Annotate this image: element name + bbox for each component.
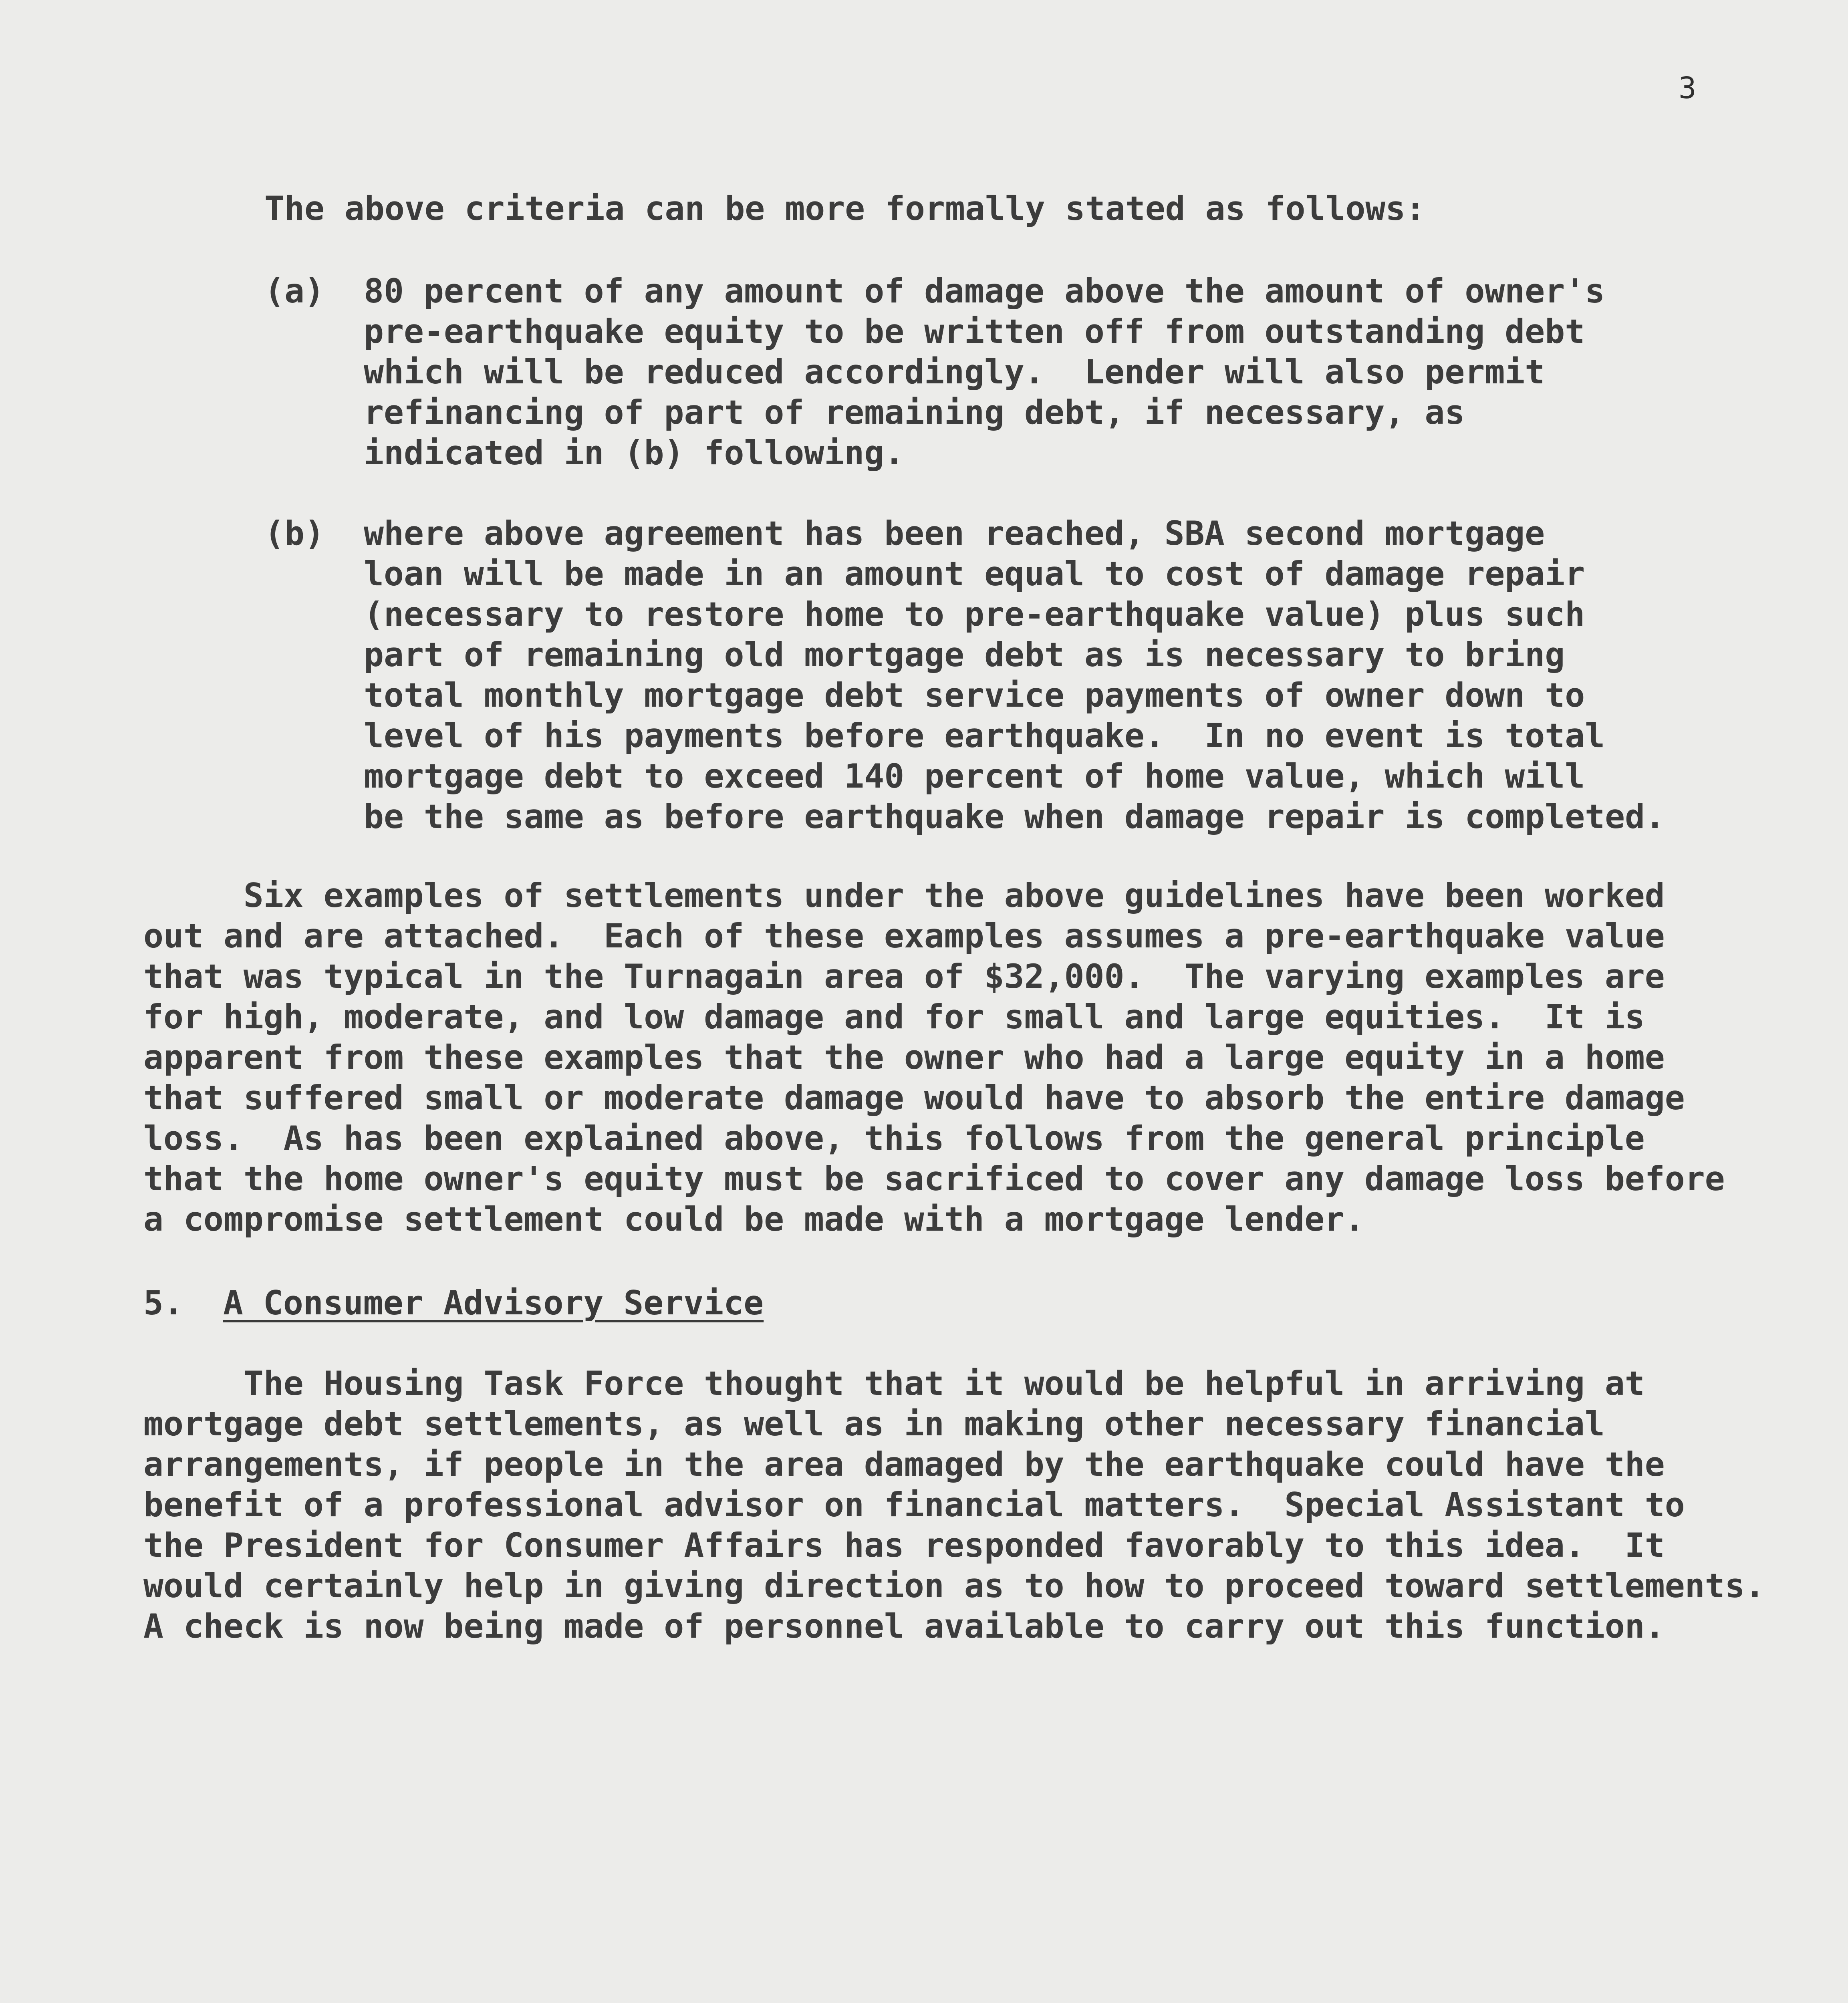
- section-number: 5.: [143, 1284, 183, 1322]
- paragraph-line: The Housing Task Force thought that it would be helpful in arriving at: [143, 1364, 1645, 1403]
- paragraph-line: for high, moderate, and low damage and for small and large equities. It is: [143, 997, 1645, 1036]
- paragraph-line: A check is now being made of personnel available to carry out this function.: [143, 1607, 1665, 1646]
- page-number: 3: [1679, 71, 1697, 105]
- paragraph-line: that suffered small or moderate damage would have to absorb the entire damage: [143, 1078, 1685, 1117]
- item-a-line: indicated in (b) following.: [364, 433, 905, 472]
- item-a-line: 80 percent of any amount of damage above the amount of owner's: [364, 272, 1605, 310]
- section-title: A Consumer Advisory Service: [223, 1284, 764, 1322]
- item-a-line: pre-earthquake equity to be written off from outstanding debt: [364, 312, 1585, 351]
- item-a-line: which will be reduced accordingly. Lender will also permit: [364, 353, 1545, 391]
- paragraph-line: that the home owner's equity must be sacrificed to cover any damage loss before: [143, 1159, 1725, 1198]
- paragraph-line: that was typical in the Turnagain area of $32,000. The varying examples are: [143, 957, 1665, 996]
- item-b-line: part of remaining old mortgage debt as is necessary to bring: [364, 635, 1565, 674]
- item-b-label: (b): [264, 514, 324, 553]
- paragraph-line: out and are attached. Each of these examples assumes a pre-earthquake value: [143, 917, 1665, 955]
- paragraph-line: would certainly help in giving direction as to how to proceed toward settlements.: [143, 1566, 1765, 1605]
- paragraph-line: a compromise settlement could be made with a mortgage lender.: [143, 1200, 1365, 1239]
- paragraph-line: the President for Consumer Affairs has responded favorably to this idea. It: [143, 1526, 1665, 1565]
- item-b-line: (necessary to restore home to pre-earthquake value) plus such: [364, 595, 1585, 634]
- paragraph-line: apparent from these examples that the owner who had a large equity in a home: [143, 1038, 1665, 1077]
- item-b-line: where above agreement has been reached, SBA second mortgage: [364, 514, 1545, 553]
- item-b-line: mortgage debt to exceed 140 percent of home value, which will: [364, 757, 1585, 796]
- intro-line: The above criteria can be more formally stated as follows:: [264, 189, 1426, 228]
- item-b-line: level of his payments before earthquake. In no event is total: [364, 716, 1605, 755]
- paragraph-line: Six examples of settlements under the above guidelines have been worked: [143, 876, 1665, 915]
- paragraph-line: mortgage debt settlements, as well as in making other necessary financial: [143, 1405, 1605, 1443]
- item-a-line: refinancing of part of remaining debt, if necessary, as: [364, 393, 1465, 432]
- paragraph-line: arrangements, if people in the area damaged by the earthquake could have the: [143, 1445, 1665, 1484]
- paragraph-line: benefit of a professional advisor on financial matters. Special Assistant to: [143, 1485, 1685, 1524]
- item-b-line: be the same as before earthquake when damage repair is completed.: [364, 797, 1665, 836]
- item-b-line: total monthly mortgage debt service payments of owner down to: [364, 676, 1585, 715]
- paragraph-line: loss. As has been explained above, this follows from the general principle: [143, 1119, 1645, 1158]
- item-b-line: loan will be made in an amount equal to cost of damage repair: [364, 554, 1585, 593]
- item-a-label: (a): [264, 272, 324, 310]
